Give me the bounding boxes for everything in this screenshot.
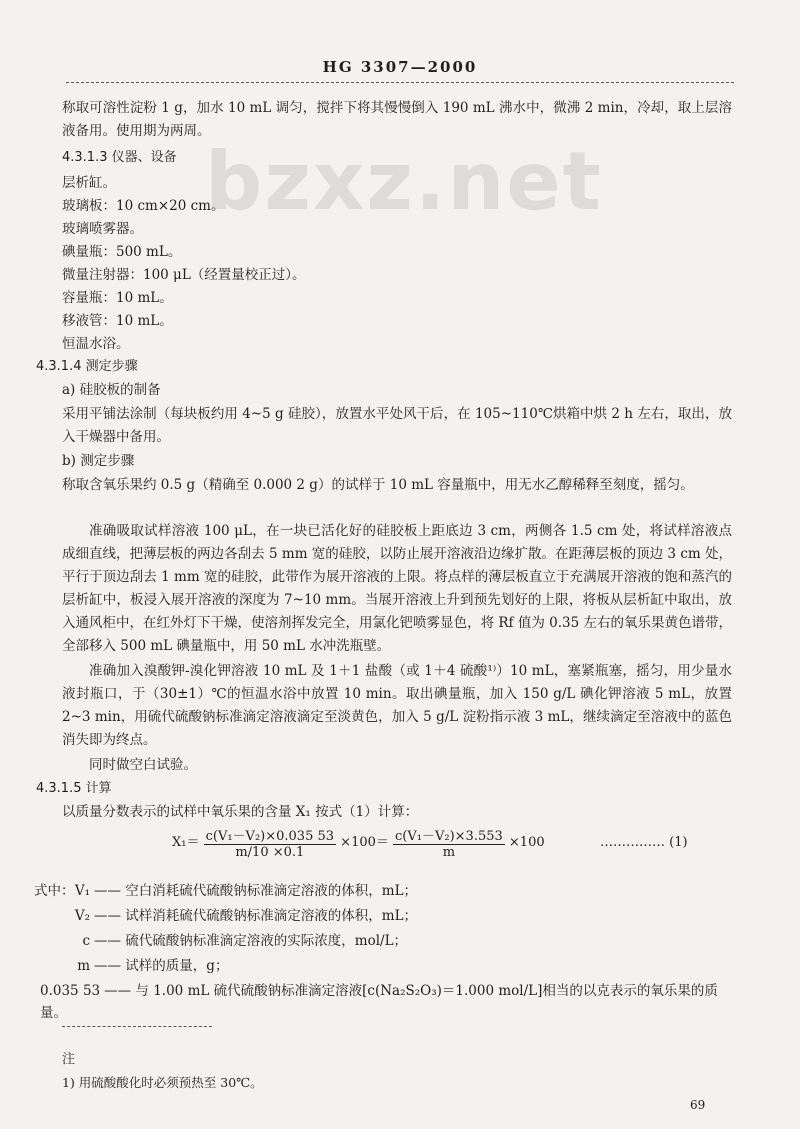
variable-definition: c —— 硫代硫酸钠标准滴定溶液的实际浓度，mol/L； [40, 930, 407, 952]
variable-definition: V₁ —— 空白消耗硫代硫酸钠标准滴定溶液的体积，mL； [40, 880, 417, 902]
section-4313-heading: 4.3.1.3 仪器、设备 [62, 150, 177, 165]
footnote-text: 1) 用硫酸酸化时必须预热至 30℃。 [62, 1075, 263, 1090]
formula-tail: ×100 [508, 835, 545, 850]
equation-number: …………… (1) [600, 835, 688, 850]
where-lead: 式中： [34, 883, 75, 899]
variable-description: 硫代硫酸钠标准滴定溶液的实际浓度，mol/L； [125, 933, 408, 949]
intro-paragraph: 称取可溶性淀粉 1 g，加水 10 mL 调匀，搅拌下将其慢慢倒入 190 mL 沸水中，微沸 2 min，冷却，取上层溶液备用。使用期为两周。 [62, 100, 732, 139]
subsection-a-text: 采用平铺法涂制（每块板约用 4~5 g 硅胶），放置水平处风干后，在 105~110℃烘箱中烘 2 h 左右，取出，放入干燥器中备用。 [62, 406, 732, 445]
variable-description: 试样消耗硫代硫酸钠标准滴定溶液的体积，mL； [125, 908, 418, 924]
equipment-item: 玻璃喷雾器。 [62, 221, 143, 237]
formula-fraction-2 [393, 825, 505, 860]
formula-denominator: m/10 ×0.1 [235, 845, 305, 860]
section-4314-heading: 4.3.1.4 测定步骤 [36, 359, 138, 374]
variable-definition: m —— 试样的质量，g； [40, 955, 228, 977]
subsection-b-title: b) 测定步骤 [62, 453, 135, 469]
section-4315-heading: 4.3.1.5 计算 [36, 781, 112, 796]
formula-fraction-1 [204, 825, 336, 860]
equipment-item: 恒温水浴。 [62, 336, 130, 352]
equipment-item: 移液管：10 mL。 [62, 313, 173, 329]
variable-symbol: 0.035 53 [40, 983, 101, 999]
variable-description: 与 1.00 mL 硫代硫酸钠标准滴定溶液[c(Na₂S₂O₃)＝1.000 mol/L]相当的以克表示的氧乐果的质量。 [40, 983, 718, 1021]
variable-definition: V₂ —— 试样消耗硫代硫酸钠标准滴定溶液的体积，mL； [40, 905, 417, 927]
variable-symbol: m [77, 958, 90, 974]
variable-description: 试样的质量，g； [125, 958, 229, 974]
formula-numerator: c(V₁－V₂)×3.553 [393, 825, 505, 845]
watermark: bzxz.net [205, 135, 603, 228]
procedure-paragraph: 准确加入溴酸钾-溴化钾溶液 10 mL 及 1＋1 盐酸（或 1＋4 硫酸¹⁾）10 mL，塞紧瓶塞，摇匀，用少量水液封瓶口，于（30±1）℃的恒温水浴中放置 10 min。取出碘量瓶，加入 150 g/L 碘化钾溶液 5 mL，放置 2~3 min，用硫代硫酸钠标准滴定溶液滴定至淡黄色，加入 5 g/L 淀粉指示液 3 mL，继续滴定至溶液中的蓝色消失即为终点。 [62, 663, 732, 748]
footnote-label: 注 [62, 1052, 76, 1067]
subsection-a-title: a) 硅胶板的制备 [62, 382, 161, 398]
equipment-item: 容量瓶：10 mL。 [62, 290, 173, 306]
formula-1 [172, 825, 545, 860]
formula-denominator: m [442, 845, 456, 860]
page-number: 69 [690, 1098, 706, 1112]
equipment-item: 层析缸。 [62, 175, 116, 191]
variable-symbol: c [82, 933, 90, 949]
formula-numerator: c(V₁－V₂)×0.035 53 [204, 825, 336, 845]
equipment-item: 玻璃板：10 cm×20 cm。 [62, 198, 225, 214]
equipment-item: 碘量瓶：500 mL。 [62, 244, 182, 260]
procedure-paragraph: 同时做空白试验。 [89, 757, 197, 773]
formula-multiplier: ×100＝ [340, 835, 389, 850]
calculation-lead: 以质量分数表示的试样中氧乐果的含量 X₁ 按式（1）计算： [62, 804, 419, 820]
variable-symbol: V₁ [74, 883, 90, 899]
variable-symbol: V₂ [74, 908, 90, 924]
variable-description: 空白消耗硫代硫酸钠标准滴定溶液的体积，mL； [125, 883, 418, 899]
equipment-item: 微量注射器：100 μL（经置量校正过）。 [62, 267, 306, 283]
standard-code-header: HG 3307—2000 [322, 58, 478, 76]
footnote-divider [62, 1026, 212, 1027]
procedure-paragraph: 称取含氧乐果约 0.5 g（精确至 0.000 2 g）的试样于 10 mL 容量瓶中，用无水乙醇稀释至刻度，摇匀。 [62, 477, 694, 493]
formula-lhs: X₁＝ [172, 835, 200, 850]
header-divider [66, 82, 734, 83]
procedure-paragraph: 准确吸取试样溶液 100 μL，在一块已活化好的硅胶板上距底边 3 cm，两侧各 1.5 cm 处，将试样溶液点成细直线，把薄层板的两边各刮去 5 mm 宽的硅胶，以防止展开溶液沿边缘扩散。在距薄层板的顶边 3 cm 处，平行于顶边刮去 1 mm 宽的硅胶，此带作为展开溶液的上限。将点样的薄层板直立于充满展开溶液的饱和蒸汽的层析缸中，板浸入展开溶液的深度为 7~10 mm。当展开溶液上升到预先划好的上限，将板从层析缸中取出，放入通风柜中，在红外灯下干燥，使溶剂挥发完全，用氯化钯喷雾显色，将 Rf 值为 0.35 左右的氧乐果黄色谱带，全部移入 500 mL 碘量瓶中，用 50 mL 水冲洗瓶壁。 [62, 523, 732, 654]
variable-definition: 0.035 53 —— 与 1.00 mL 硫代硫酸钠标准滴定溶液[c(Na₂S₂O₃)＝1.000 mol/L]相当的以克表示的氧乐果的质量。 [40, 980, 730, 1024]
